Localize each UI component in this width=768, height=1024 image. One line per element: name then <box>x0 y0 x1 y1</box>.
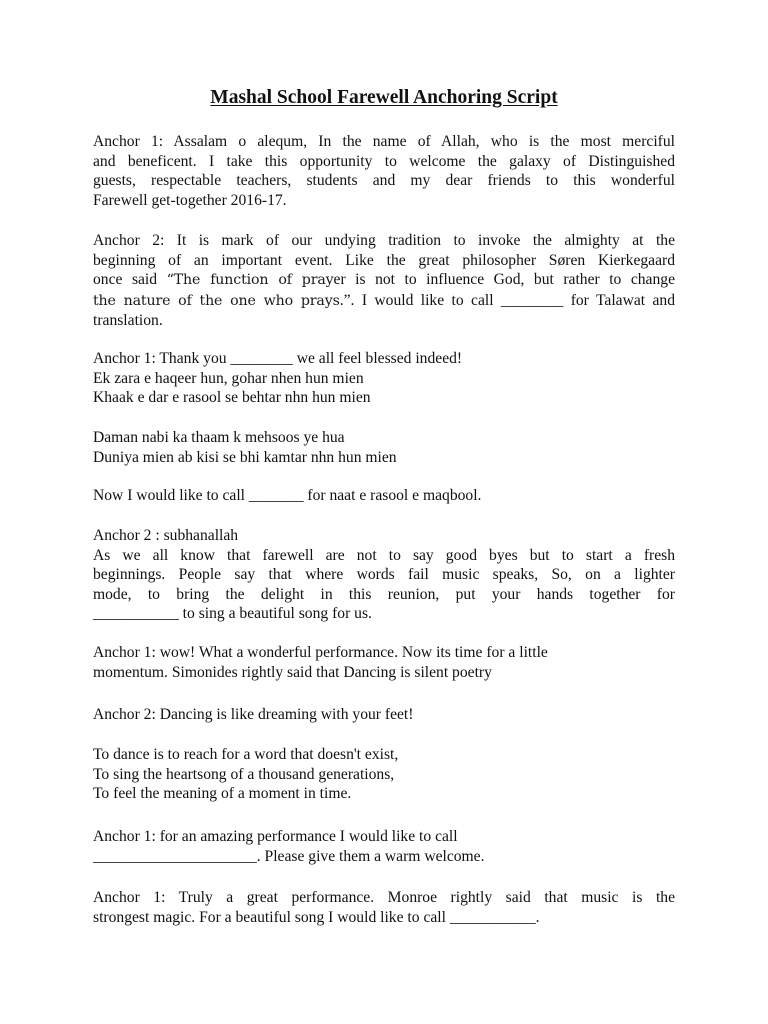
text-line: Anchor 2: It is mark of our undying tradition to invoke the almighty at the <box>93 232 675 249</box>
quote-text: the nature of the one who prays <box>93 292 340 309</box>
paragraph-anchor1-thanks <box>93 349 675 408</box>
text-line: Anchor 2 : subhanallah <box>93 527 239 544</box>
text-line <box>93 270 675 291</box>
poem-line: Khaak e dar e rasool se behtar nhn hun mien <box>93 389 371 407</box>
paragraph-anchor1-welcome <box>93 132 675 210</box>
text-segment: .”. I would like to call ________ for Talawat and <box>339 291 675 309</box>
poem-line: Ek zara e haqeer hun, gohar nhen hun mien <box>93 369 364 387</box>
paragraph-poem <box>93 428 675 467</box>
text-line: Anchor 2: Dancing is like dreaming with your feet! <box>93 706 414 723</box>
text-line: ___________ to sing a beautiful song for us. <box>93 605 372 623</box>
text-line: Farewell get-together 2016-17. <box>93 191 287 209</box>
poem-line: To feel the meaning of a moment in time. <box>93 785 352 803</box>
text-line: momentum. Simonides rightly said that Dancing is silent poetry <box>93 663 492 681</box>
text-line: and beneficent. I take this opportunity to welcome the galaxy of Distinguished <box>93 152 675 170</box>
poem-line: Duniya mien ab kisi se bhi kamtar nhn hun mien <box>93 448 397 466</box>
text-line: Anchor 1: Truly a great performance. Monroe rightly said that music is the <box>93 889 675 906</box>
paragraph-anchor2-farewell <box>93 526 675 624</box>
paragraph-anchor2-prayer <box>93 231 675 331</box>
text-line: Anchor 1: Thank you ________ we all feel blessed indeed! <box>93 350 463 367</box>
text-line: Anchor 1: wow! What a wonderful performance. Now its time for a little <box>93 644 548 661</box>
text-segment: er is not to influence God, but rather to change <box>333 271 675 289</box>
poem-line: Daman nabi ka thaam k mehsoos ye hua <box>93 429 345 446</box>
poem-line: To sing the heartsong of a thousand generations, <box>93 765 395 783</box>
paragraph-anchor2-dreaming <box>93 705 675 725</box>
quote-text: “The function of pray <box>166 272 334 289</box>
paragraph-anchor1-performance <box>93 827 675 866</box>
text-line: guests, respectable teachers, students and my dear friends to this wonderful <box>93 172 675 190</box>
text-line: beginnings. People say that where words fail music speaks, So, on a lighter <box>93 566 675 584</box>
poem-line: To dance is to reach for a word that doesn't exist, <box>93 746 399 763</box>
text-line: strongest magic. For a beautiful song I would like to call ___________. <box>93 908 540 926</box>
text-line: beginning of an important event. Like the great philosopher Søren Kierkegaard <box>93 251 675 269</box>
paragraph-anchor1-song <box>93 888 675 927</box>
text-line: mode, to bring the delight in this reunion, put your hands together for <box>93 585 675 603</box>
paragraph-anchor1-dance <box>93 643 675 682</box>
text-line <box>93 291 675 312</box>
text-line: As we all know that farewell are not to say good byes but to start a fresh <box>93 546 675 564</box>
paragraph-naat <box>93 486 675 506</box>
text-line: _____________________. Please give them a warm welcome. <box>93 847 485 865</box>
text-line: Anchor 1: for an amazing performance I would like to call <box>93 828 458 845</box>
text-segment: once said <box>93 271 167 289</box>
text-line: Anchor 1: Assalam o alequm, In the name of Allah, who is the most merciful <box>93 133 675 150</box>
text-line: Now I would like to call _______ for naat e rasool e maqbool. <box>93 487 482 504</box>
document-title: Mashal School Farewell Anchoring Script <box>210 87 558 108</box>
text-line: translation. <box>93 312 163 330</box>
paragraph-dance-verse <box>93 745 675 804</box>
